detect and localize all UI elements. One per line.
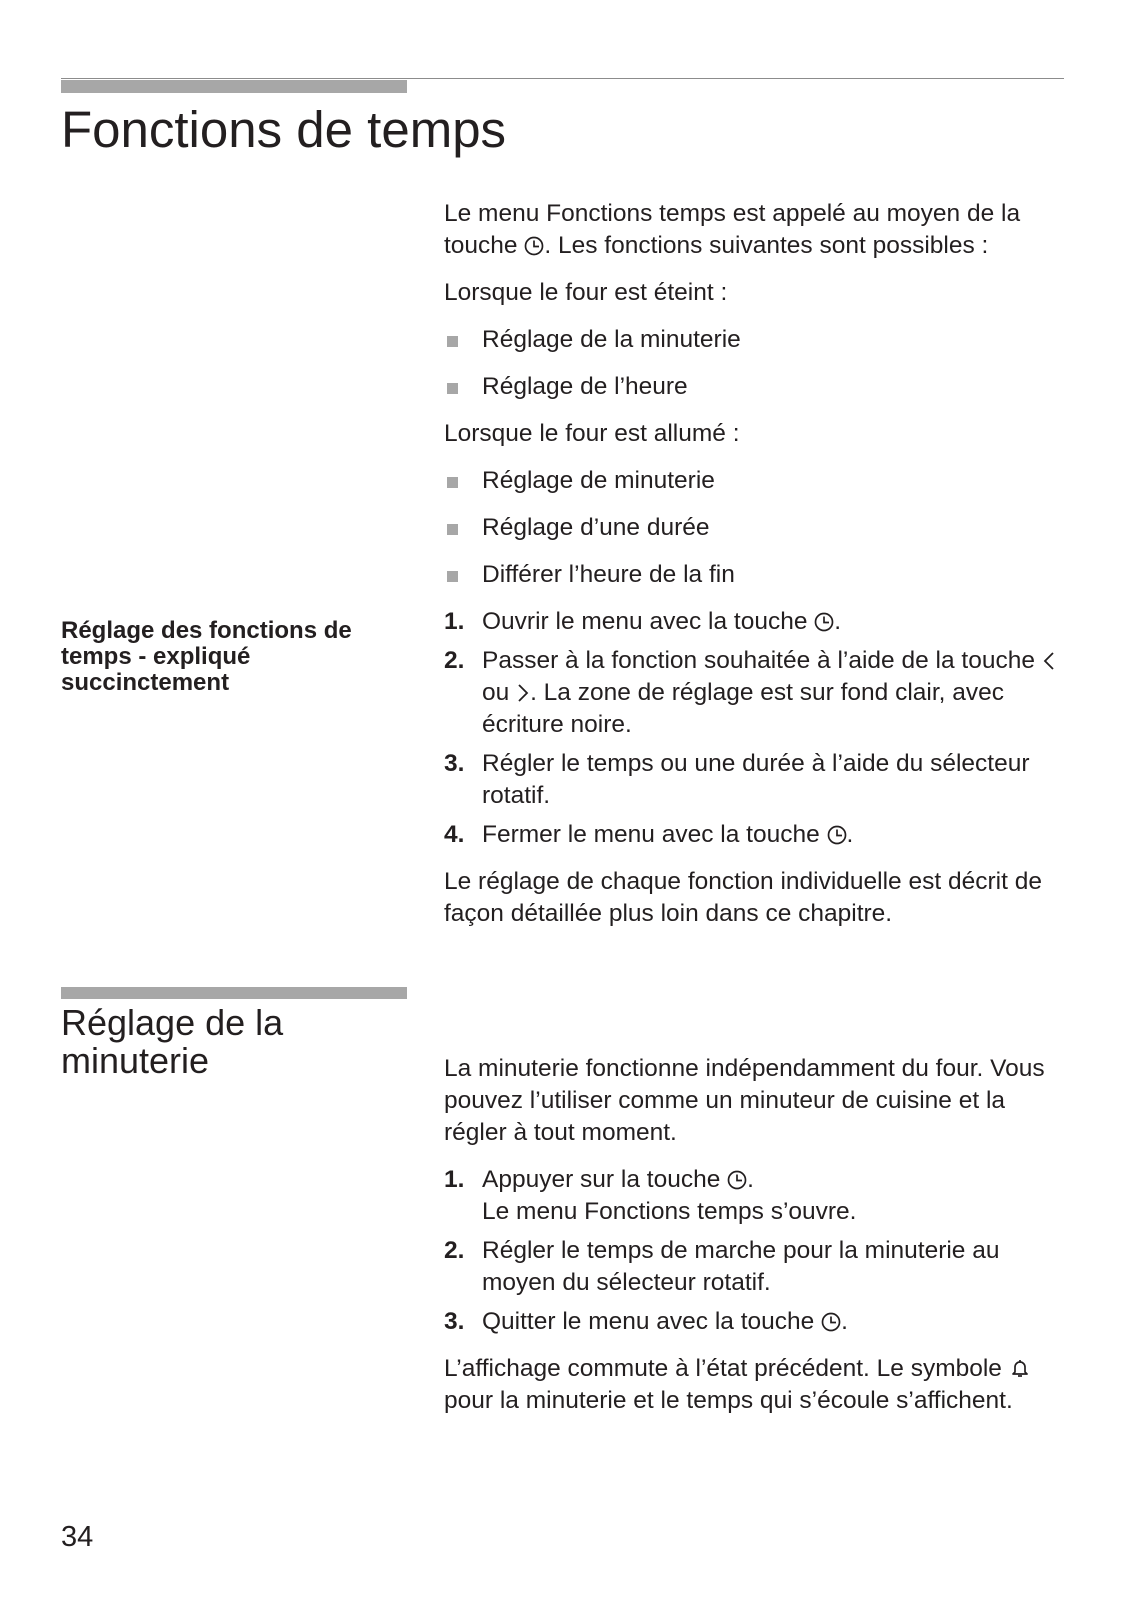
list-item: Réglage de minuterie: [444, 465, 1074, 497]
page-title: Fonctions de temps: [61, 101, 507, 158]
step-item: 1. Ouvrir le menu avec la touche .: [444, 606, 1074, 638]
step-number: 4.: [444, 821, 465, 848]
intro-paragraph: Le menu Fonctions temps est appelé au moyen de la touche . Les fonctions suivantes sont possibles :: [444, 200, 1021, 259]
step-number: 1.: [444, 1166, 465, 1193]
chevron-left-icon: [1042, 651, 1056, 671]
chevron-right-icon: [516, 683, 530, 703]
quick-closing-paragraph: Le réglage de chaque fonction individuelle est décrit de façon détaillée plus loin dans ce chapitre.: [444, 868, 1042, 927]
step-number: 1.: [444, 608, 465, 635]
step-number: 3.: [444, 1308, 465, 1335]
clock-icon: [821, 1312, 841, 1332]
minuterie-section: [444, 1053, 1074, 1432]
clock-icon: [727, 1170, 747, 1190]
page-number: 34: [61, 1521, 94, 1553]
step-number: 3.: [444, 750, 465, 777]
minuterie-steps: [444, 1164, 1074, 1338]
list-item: Réglage d’une durée: [444, 512, 1074, 544]
step-number: 2.: [444, 1237, 465, 1264]
clock-icon: [524, 236, 544, 256]
list-item: Réglage de l’heure: [444, 371, 1074, 403]
oven-on-label: Lorsque le four est allumé :: [444, 420, 740, 447]
section-bar: [61, 987, 407, 999]
header-rule: [61, 78, 1064, 79]
step-result: Le menu Fonctions temps s’ouvre.: [482, 1198, 857, 1225]
step-item: 2. Régler le temps de marche pour la minuterie au moyen du sélecteur rotatif.: [444, 1237, 1000, 1296]
quick-steps: [444, 606, 1074, 851]
step-item: 3. Régler le temps ou une durée à l’aide du sélecteur rotatif.: [444, 750, 1030, 809]
step-item: 2. Passer à la fonction souhaitée à l’aide de la touche ou . La zone de réglage est sur fond clair, avec écriture noire.: [444, 645, 1074, 741]
clock-icon: [827, 825, 847, 845]
step-number: 2.: [444, 647, 465, 674]
minuterie-closing: L’affichage commute à l’état précédent. Le symbole pour la minuterie et le temps qui s’écoule s’affichent.: [444, 1353, 1074, 1417]
header-bar: [61, 80, 407, 93]
intro-section: [444, 198, 1074, 945]
oven-off-list: [444, 324, 1074, 403]
oven-on-list: [444, 465, 1074, 591]
clock-icon: [814, 612, 834, 632]
step-item: 4. Fermer le menu avec la touche .: [444, 819, 1074, 851]
quick-guide-heading: Réglage des fonctions de temps - expliqué succinctement: [61, 617, 352, 696]
step-item: 3. Quitter le menu avec la touche .: [444, 1306, 1074, 1338]
section-title: Réglage de la minuterie: [61, 1002, 284, 1081]
oven-off-label: Lorsque le four est éteint :: [444, 279, 728, 306]
minuterie-intro: La minuterie fonctionne indépendamment du four. Vous pouvez l’utiliser comme un minuteur de cuisine et la régler à tout moment.: [444, 1055, 1045, 1146]
list-item: Réglage de la minuterie: [444, 324, 1074, 356]
bell-icon: [1009, 1357, 1031, 1379]
list-item: Différer l’heure de la fin: [444, 559, 1074, 591]
step-item: 1. Appuyer sur la touche . Le menu Fonctions temps s’ouvre.: [444, 1166, 857, 1225]
